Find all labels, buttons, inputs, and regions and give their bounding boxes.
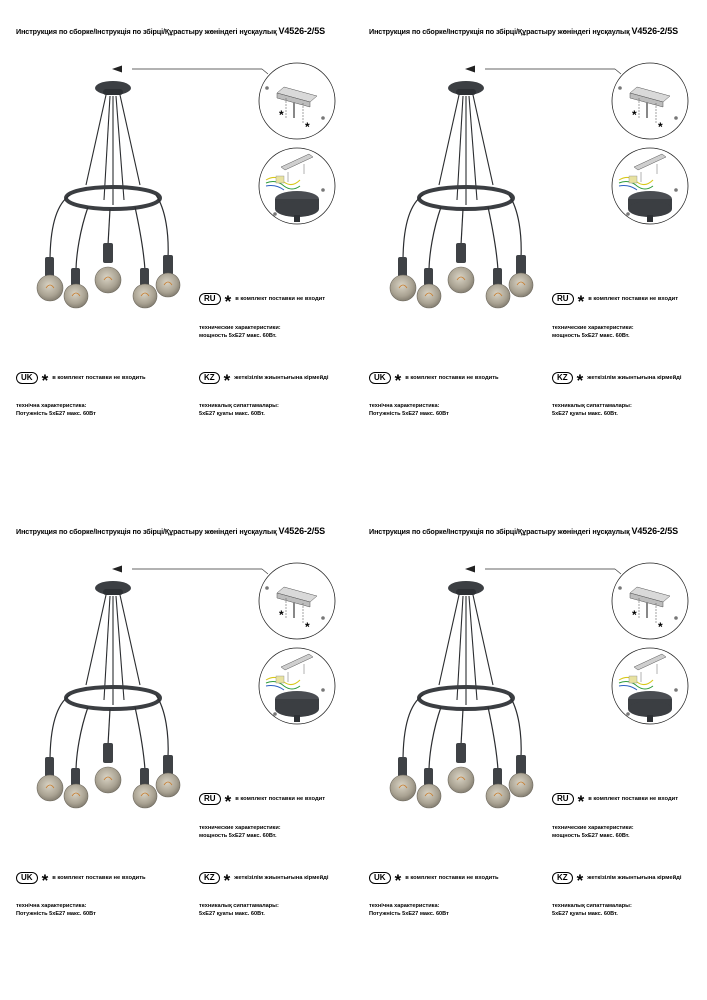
mounting-bracket-detail: [612, 563, 688, 639]
ru-specs-heading: технические характеристики:: [552, 825, 634, 831]
uk-specs-value: Потужність 5хЕ27 макс. 60Вт: [369, 911, 449, 917]
bulb: [448, 243, 474, 293]
ru-note: [552, 292, 679, 311]
chandelier-illustration: [353, 0, 706, 500]
asterisk-icon: *: [224, 292, 232, 311]
asterisk-icon: *: [223, 371, 231, 390]
uk-specs-heading: технічна характеристика:: [16, 903, 87, 909]
ru-not-included-text: в комплект поставки не входит: [235, 296, 326, 302]
uk-not-included-text: в комплект поставки не входить: [405, 875, 499, 881]
asterisk-icon: *: [632, 108, 637, 122]
arrow-left-icon: [112, 66, 268, 75]
uk-note: [369, 371, 499, 390]
bulb: [133, 268, 157, 308]
uk-note: [369, 871, 499, 890]
bulb: [95, 243, 121, 293]
lang-badge-ru: RU: [552, 293, 574, 305]
title-text: Инструкция по сборке/Інструкція по збірці/Құрастыру жөніндегі нұсқаулық: [369, 27, 630, 36]
chandelier-illustration: [0, 500, 353, 1000]
kz-specs: [199, 402, 279, 418]
wiring-detail: [259, 148, 335, 224]
bulb: [486, 768, 510, 808]
asterisk-icon: *: [632, 608, 637, 622]
ceiling-canopy: [95, 581, 131, 595]
uk-note: [16, 871, 146, 890]
lang-badge-uk: UK: [369, 872, 391, 884]
bulb: [417, 768, 441, 808]
kz-note: [199, 371, 329, 390]
lang-badge-ru: RU: [199, 293, 221, 305]
asterisk-icon: *: [41, 871, 49, 890]
arrow-left-icon: [465, 66, 621, 75]
mounting-bracket-detail: [259, 63, 335, 139]
kz-note: [552, 371, 682, 390]
kz-specs-value: 5хЕ27 қуаты макс. 60Вт.: [199, 911, 265, 917]
kz-specs-heading: техникалық сипаттамалары:: [552, 903, 632, 909]
bulb: [95, 743, 121, 793]
ru-specs-value: мощность 5хЕ27 макс. 60Вт.: [199, 333, 277, 339]
asterisk-icon: *: [394, 371, 402, 390]
asterisk-icon: *: [223, 871, 231, 890]
ceiling-canopy: [448, 81, 484, 95]
asterisk-icon: *: [658, 620, 663, 634]
lang-badge-kz: KZ: [199, 372, 220, 384]
asterisk-icon: *: [576, 871, 584, 890]
bulb: [64, 268, 88, 308]
model-number: V4526-2/5S: [631, 26, 679, 36]
asterisk-icon: *: [577, 292, 585, 311]
kz-specs: [199, 902, 279, 918]
model-number: V4526-2/5S: [278, 26, 326, 36]
title-text: Инструкция по сборке/Інструкція по збірці/Құрастыру жөніндегі нұсқаулық: [16, 527, 277, 536]
ru-note: [199, 792, 326, 811]
uk-specs-value: Потужність 5хЕ27 макс. 60Вт: [16, 911, 96, 917]
instruction-panel: [353, 500, 706, 1000]
asterisk-icon: *: [279, 108, 284, 122]
ru-specs: [199, 324, 281, 340]
uk-specs: [16, 402, 96, 418]
bulb: [390, 257, 416, 301]
uk-note: [16, 371, 146, 390]
chandelier-illustration: [353, 500, 706, 1000]
uk-specs-heading: технічна характеристика:: [369, 403, 440, 409]
uk-not-included-text: в комплект поставки не входить: [405, 375, 499, 381]
kz-note: [199, 871, 329, 890]
asterisk-icon: *: [577, 792, 585, 811]
bulb: [156, 755, 180, 797]
instruction-panel: [0, 500, 353, 1000]
kz-specs-heading: техникалық сипаттамалары:: [199, 903, 279, 909]
ceiling-canopy: [448, 581, 484, 595]
ru-specs: [552, 824, 634, 840]
instruction-panel: [353, 0, 706, 500]
uk-not-included-text: в комплект поставки не входить: [52, 875, 146, 881]
bulb: [448, 743, 474, 793]
ru-specs-heading: технические характеристики:: [199, 825, 281, 831]
lang-badge-uk: UK: [16, 372, 38, 384]
ru-not-included-text: в комплект поставки не входит: [588, 796, 679, 802]
bulb: [37, 757, 63, 801]
bulb: [37, 257, 63, 301]
kz-specs-value: 5хЕ27 қуаты макс. 60Вт.: [552, 411, 618, 417]
bulb: [133, 768, 157, 808]
ru-specs-value: мощность 5хЕ27 макс. 60Вт.: [552, 333, 630, 339]
kz-specs-heading: техникалық сипаттамалары:: [552, 403, 632, 409]
uk-specs-value: Потужність 5хЕ27 макс. 60Вт: [16, 411, 96, 417]
kz-not-included-text: жеткізілім жиынтығына кірмейді: [587, 875, 682, 881]
ru-specs-value: мощность 5хЕ27 макс. 60Вт.: [552, 833, 630, 839]
mounting-bracket-detail: [259, 563, 335, 639]
asterisk-icon: *: [394, 871, 402, 890]
bulb: [486, 268, 510, 308]
mounting-bracket-detail: [612, 63, 688, 139]
uk-specs: [16, 902, 96, 918]
kz-not-included-text: жеткізілім жиынтығына кірмейді: [234, 375, 329, 381]
model-number: V4526-2/5S: [631, 526, 679, 536]
ru-specs-value: мощность 5хЕ27 макс. 60Вт.: [199, 833, 277, 839]
arrow-left-icon: [112, 566, 268, 575]
wiring-detail: [612, 648, 688, 724]
lang-badge-kz: KZ: [199, 872, 220, 884]
arrow-left-icon: [465, 566, 621, 575]
instruction-panel: [0, 0, 353, 500]
uk-not-included-text: в комплект поставки не входить: [52, 375, 146, 381]
ru-note: [552, 792, 679, 811]
uk-specs: [369, 902, 449, 918]
asterisk-icon: *: [41, 371, 49, 390]
lang-badge-kz: KZ: [552, 372, 573, 384]
bulb: [509, 755, 533, 797]
kz-specs-heading: техникалық сипаттамалары:: [199, 403, 279, 409]
ceiling-canopy: [95, 81, 131, 95]
asterisk-icon: *: [305, 120, 310, 134]
lang-badge-ru: RU: [552, 793, 574, 805]
asterisk-icon: *: [279, 608, 284, 622]
bulb: [64, 768, 88, 808]
kz-specs: [552, 902, 632, 918]
kz-specs-value: 5хЕ27 қуаты макс. 60Вт.: [552, 911, 618, 917]
ru-not-included-text: в комплект поставки не входит: [588, 296, 679, 302]
asterisk-icon: *: [576, 371, 584, 390]
ru-specs-heading: технические характеристики:: [199, 325, 281, 331]
lang-badge-uk: UK: [16, 872, 38, 884]
uk-specs: [369, 402, 449, 418]
uk-specs-heading: технічна характеристика:: [16, 403, 87, 409]
bulb: [509, 255, 533, 297]
ru-specs: [552, 324, 634, 340]
wiring-detail: [259, 648, 335, 724]
ru-not-included-text: в комплект поставки не входит: [235, 796, 326, 802]
model-number: V4526-2/5S: [278, 526, 326, 536]
bulb: [390, 757, 416, 801]
wiring-detail: [612, 148, 688, 224]
uk-specs-heading: технічна характеристика:: [369, 903, 440, 909]
uk-specs-value: Потужність 5хЕ27 макс. 60Вт: [369, 411, 449, 417]
asterisk-icon: *: [224, 792, 232, 811]
asterisk-icon: *: [305, 620, 310, 634]
kz-specs: [552, 402, 632, 418]
ru-specs: [199, 824, 281, 840]
chandelier-illustration: [0, 0, 353, 500]
lang-badge-uk: UK: [369, 372, 391, 384]
title-text: Инструкция по сборке/Інструкція по збірці/Құрастыру жөніндегі нұсқаулық: [369, 527, 630, 536]
kz-not-included-text: жеткізілім жиынтығына кірмейді: [587, 375, 682, 381]
lang-badge-ru: RU: [199, 793, 221, 805]
kz-specs-value: 5хЕ27 қуаты макс. 60Вт.: [199, 411, 265, 417]
ru-note: [199, 292, 326, 311]
title-text: Инструкция по сборке/Інструкція по збірці/Құрастыру жөніндегі нұсқаулық: [16, 27, 277, 36]
kz-not-included-text: жеткізілім жиынтығына кірмейді: [234, 875, 329, 881]
kz-note: [552, 871, 682, 890]
lang-badge-kz: KZ: [552, 872, 573, 884]
ru-specs-heading: технические характеристики:: [552, 325, 634, 331]
bulb: [156, 255, 180, 297]
asterisk-icon: *: [658, 120, 663, 134]
bulb: [417, 268, 441, 308]
